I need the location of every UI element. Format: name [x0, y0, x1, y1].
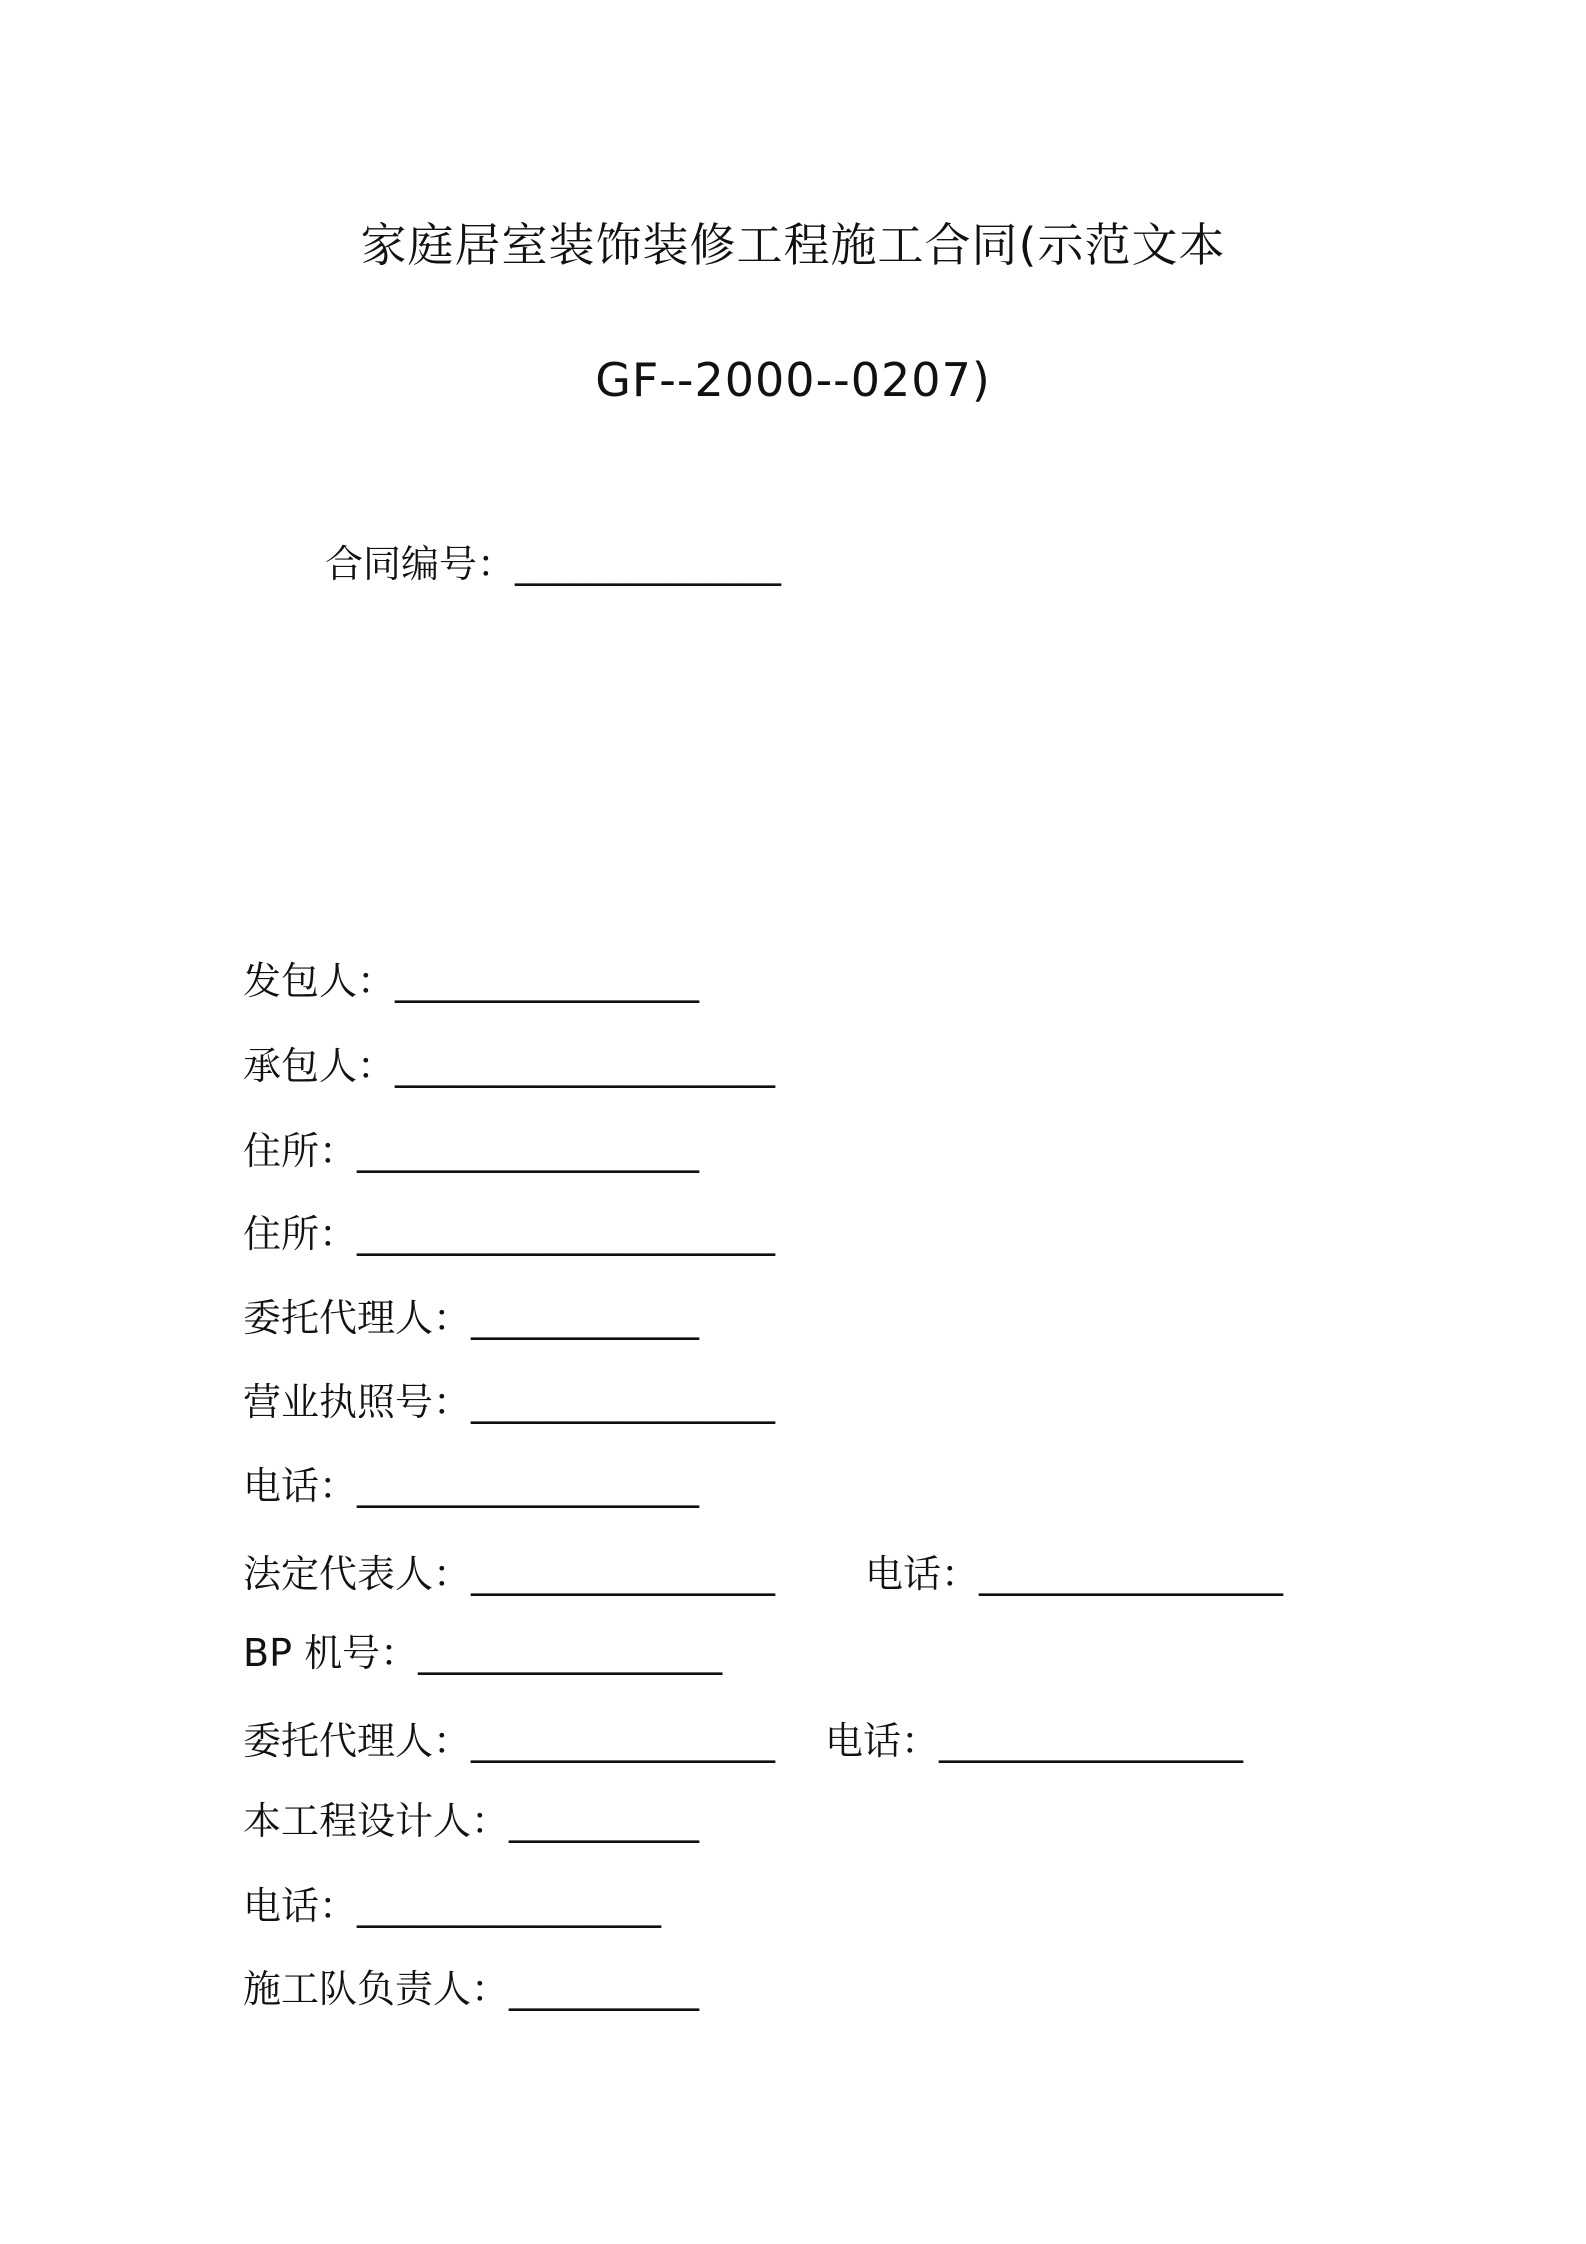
employer-phone-field: 电话：__________________	[243, 1464, 700, 1508]
pager-number-field: BP 机号：________________	[243, 1631, 723, 1675]
contractor-address-field: 住所：______________________	[243, 1212, 776, 1256]
project-designer-field: 本工程设计人：__________	[243, 1799, 700, 1843]
document-title-line-2: GF--2000--0207)	[595, 353, 991, 407]
employer-agent-field: 委托代理人：____________	[243, 1296, 700, 1340]
employer-address-field: 住所：__________________	[243, 1129, 700, 1173]
legal-representative-field: 法定代表人：________________	[243, 1552, 776, 1596]
contractor-field: 承包人：____________________	[243, 1044, 776, 1088]
designer-phone-field: 电话：________________	[243, 1884, 662, 1928]
employer-field: 发包人：________________	[243, 959, 700, 1003]
contract-number-field: 合同编号：______________	[325, 542, 782, 586]
construction-team-leader-field: 施工队负责人：__________	[243, 1967, 700, 2011]
contractor-agent-phone-field: 电话：________________	[825, 1719, 1244, 1763]
business-license-field: 营业执照号：________________	[243, 1380, 776, 1424]
contractor-agent-field: 委托代理人：________________	[243, 1719, 776, 1763]
document-title-line-1: 家庭居室装饰装修工程施工合同(示范文本	[360, 218, 1226, 272]
legal-representative-phone-field: 电话：________________	[865, 1552, 1284, 1596]
